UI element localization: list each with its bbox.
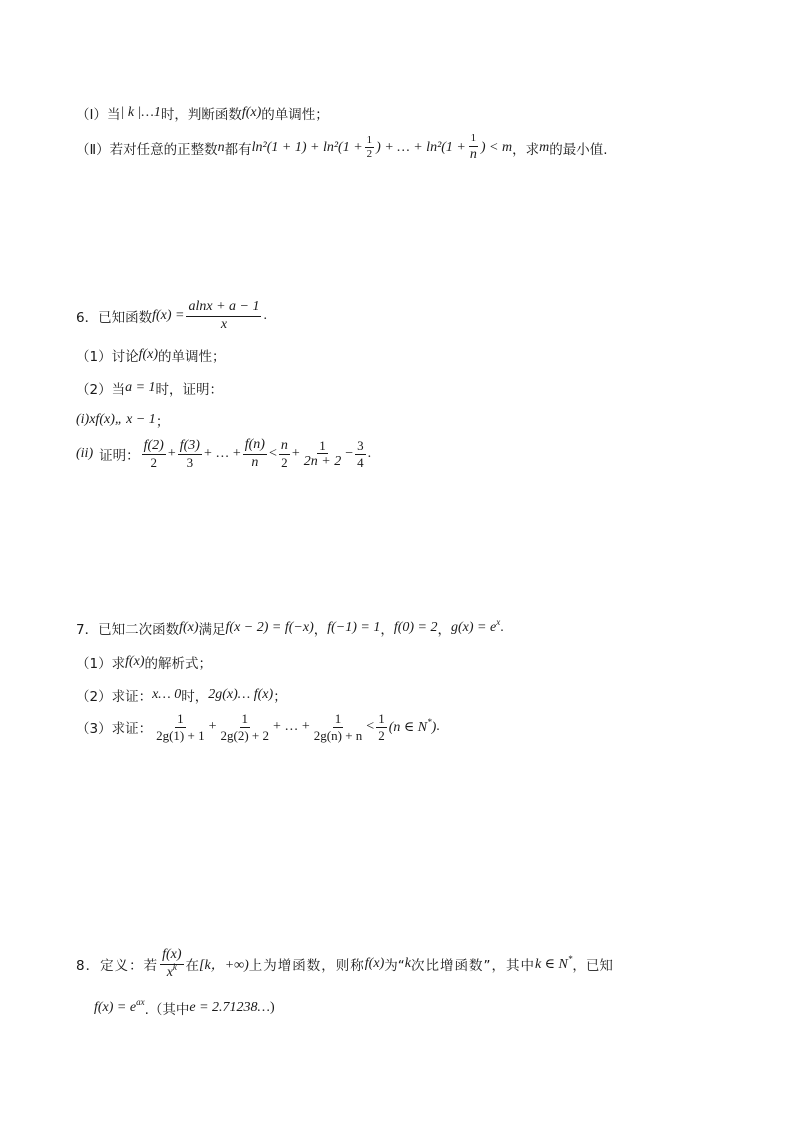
q7-cond1: f(x − 2) = f(−x) [225,620,314,635]
q6-part2-label: （2）当 [76,382,126,398]
q7-cond2: f(−1) = 1 [327,620,381,635]
q7-cond3: f(0) = 2 [393,620,438,635]
q6-rhs-34: $\frac{3}{4}$ [357,438,364,470]
q5-part1-text: 时，判断函数 [160,107,242,123]
q7-part1-fx: f(x) [125,654,145,669]
q6-part2i-label: (i) [76,412,90,427]
q7-dots: + … + [273,719,310,735]
q5-part1 [76,103,329,123]
q5-part2-frac2: $\frac{1}{n}$ [469,132,477,162]
q6-fx: f(x) = [152,308,185,324]
q6-part2ii-end: . [367,446,372,462]
q6-dots: + … + [203,446,241,462]
q8-stem [76,948,613,980]
q6-end: . [263,308,267,324]
q8-interval: [k，+∞) [199,958,249,974]
q7-sep1: ， [313,622,328,638]
q7-part3-label: （3）求证： [76,721,153,738]
q7-cond4: $g(x) = e^x$ [451,617,501,635]
q5-part1-fx: f(x) [241,105,262,120]
q7-part1-tail: 的解析式； [144,656,213,672]
q6-part2i-expr: xf(x)„ x − 1 [89,412,156,427]
q5-part2-ineq: ) < m [480,139,513,155]
q6-lt: < [268,446,277,462]
q5-part2-tail: ，求 [512,141,540,158]
q7-fx: f(x) [179,620,199,635]
q5-part2-mid: ) + … + ln²(1 + [376,139,466,155]
q7-termn: $\frac{1}{2g(n) + n}$ [313,711,363,743]
q5-part2-label: （Ⅱ）若对任意的正整数 [76,141,218,158]
q7-part2-cond: x… 0 [152,687,182,702]
q7-part2-tail: ； [273,689,287,705]
q8-cond: k ∈ N* [534,953,573,972]
q6-term-f3: $\frac{f(3)}{3}$ [179,437,200,471]
q7-text: 满足 [198,622,226,638]
q7-part3: （3）求证： $\frac{1}{2g(1) + 1}$ + $\frac{1}{2g(2) + 2}$ + … + $\frac{1}{2g(n) + n}$ < $\frac{1}{2}$ (n ∈ N*) . [76,711,440,743]
q7-cond: (n ∈ N*) [388,716,437,735]
q6-part2-i [76,410,169,430]
q7-half: $\frac{1}{2}$ [378,711,385,743]
q6-stem [76,300,267,332]
q7-term1: $\frac{1}{2g(1) + 1}$ [156,711,205,743]
q8-close: ) [270,1000,275,1015]
q6-term-f2: $\frac{f(2)}{2}$ [143,437,164,471]
q8-text4: 次比增函数”，其中 [410,958,535,975]
q6-part2 [76,378,223,398]
q7-part2-expr: 2g(x)… f(x) [208,687,274,702]
q8-line2 [94,998,275,1018]
q5-part2-text: 都有 [224,141,252,158]
q7-sep3: ， [437,622,452,638]
q7-part1-label: （1）求 [76,656,126,672]
q6-rhs-n2: $\frac{n}{2}$ [280,437,288,471]
q6-fraction: $\frac{alnx + a - 1}{x}$ [188,299,260,332]
q7-part2 [76,685,287,705]
q7-part2-mid: 时， [181,689,209,705]
q6-rhs-frac: $\frac{1}{2n + 2}$ [303,437,342,470]
q5-part1-label: （Ⅰ）当 [76,107,121,123]
q8-text2: 上为增函数，则称 [248,958,365,975]
q7-term2: $\frac{1}{2g(2) + 2}$ [220,711,269,743]
q7-part2-label: （2）求证： [76,689,153,705]
q7-sep2: ， [380,622,394,638]
q5-part2 [76,133,608,162]
q6-stem-label: 6．已知函数 [76,310,153,327]
q6-part2-cond: a = 1 [125,380,156,395]
q8-line2-tail: .（其中 [144,1002,190,1018]
q6-part2-tail: 时，证明： [155,382,224,398]
q7-part3-end: . [436,719,440,735]
q5-part2-ln1: ln²(1 + 1) + ln²(1 + [251,139,363,155]
q6-part1 [76,345,226,365]
q5-part1-tail: 的单调性； [261,107,329,123]
q5-part2-frac1: $\frac{1}{2}$ [366,133,373,161]
q7-lt: < [366,719,375,735]
q5-part2-end: 的最小值. [549,141,608,158]
q7-stem [76,618,504,638]
q6-part2-ii: (ii) 证明： $\frac{f(2)}{2}$ + $\frac{f(3)}{3}$ + … + $\frac{f(n)}{n}$ < $\frac{n}{2}$ + $\frac{1}{2n + 2}$ − $\frac{3}{4}$ . [76,437,372,471]
q8-e-value: e = 2.71238… [189,1000,270,1015]
q6-part1-tail: 的单调性； [158,349,226,365]
q5-part2-m: m [539,139,550,155]
q8-fx-def: $f(x) = e^{ax}$ [94,997,145,1015]
q8-stem-label: 8．定义：若 [76,958,159,975]
q7-end: . [500,620,504,635]
q8-text5: ，已知 [572,958,613,975]
q8-text3: 为“ [384,958,405,975]
q8-k: k [404,956,411,972]
q6-part2ii-label: (ii) [76,446,94,462]
q6-part2ii-text: 证明： [99,448,140,465]
q7-stem-label: 7．已知二次函数 [76,622,180,638]
q8-text: 在 [185,958,200,975]
q6-term-fn: $\frac{f(n)}{n}$ [244,437,265,470]
q6-part2i-tail: ； [155,414,170,430]
q5-part1-cond: | k |…1 [120,105,161,120]
q5-part2-n: n [217,139,225,155]
q6-part1-fx: f(x) [138,347,159,362]
q6-part1-label: （1）讨论 [76,349,139,365]
q8-fraction: $\frac{f(x)}{x^k}$ [162,947,182,980]
q7-part1 [76,652,212,672]
q8-fx: f(x) [364,956,385,972]
